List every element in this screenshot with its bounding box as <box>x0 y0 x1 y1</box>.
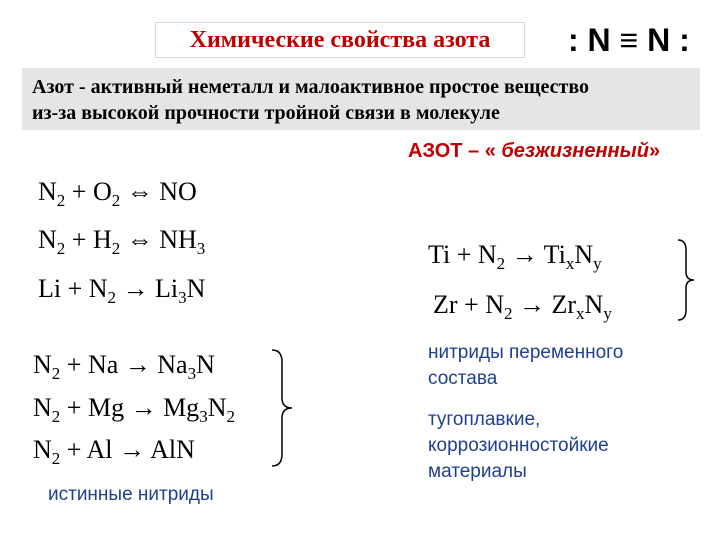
subscript: 2 <box>111 191 121 210</box>
reactant-text: N <box>33 435 52 464</box>
lifeless-prefix: АЗОТ – « <box>408 140 502 162</box>
subscript: 2 <box>51 364 61 383</box>
product-text: N <box>574 240 594 269</box>
reactant-text: + Na <box>60 350 119 379</box>
reaction-arrow-icon: → <box>124 393 164 422</box>
subscript: x <box>576 304 585 323</box>
note-line: материалы <box>428 461 527 482</box>
right-brace-icon <box>676 238 700 322</box>
reactant-text: Ti + N <box>428 240 497 269</box>
reactant-text: N <box>38 225 57 254</box>
lifeless-suffix: » <box>648 140 661 162</box>
product-text: NH <box>159 225 197 254</box>
reactant-text: N <box>33 350 52 379</box>
subscript: x <box>565 254 575 273</box>
reaction-ti-n2 <box>428 240 602 273</box>
subscript: y <box>603 304 612 323</box>
reactant-text: Zr + N <box>433 290 504 319</box>
reaction-arrow-icon: → <box>112 435 151 464</box>
reactant-text: N <box>38 177 57 206</box>
product-text: Li <box>155 274 179 303</box>
lifeless-caption <box>408 140 660 163</box>
reaction-arrow-icon: → <box>118 350 158 379</box>
true-nitrides-label: истинные нитриды <box>48 484 214 505</box>
subscript: 2 <box>51 449 61 468</box>
product-text: NO <box>159 177 197 206</box>
reactant-text: Li + N <box>38 274 108 303</box>
reactant-text: + Al <box>60 435 113 464</box>
subscript: 2 <box>51 407 61 426</box>
note-line: тугоплавкие, <box>428 409 541 430</box>
product-text: N <box>584 290 604 319</box>
product-text: Mg <box>163 393 200 422</box>
reactant-text: + Mg <box>60 393 125 422</box>
subscript: 2 <box>56 239 66 258</box>
reaction-arrow-icon: → <box>512 290 552 319</box>
product-text: Zr <box>551 290 577 319</box>
slide-title: Химические свойства азота <box>155 22 525 58</box>
subscript: 2 <box>503 304 513 323</box>
nitrogen-molecule-formula: : N ≡ N : <box>568 22 690 58</box>
subscript: 3 <box>187 364 197 383</box>
subscript: 3 <box>196 239 206 258</box>
reactant-text: N <box>33 393 52 422</box>
refractory-materials-note <box>428 407 609 485</box>
product-text: N <box>186 274 206 303</box>
subscript: 3 <box>178 288 187 307</box>
subscript: 3 <box>199 407 208 426</box>
note-line: коррозионностойкие <box>428 435 609 456</box>
intro-text-box <box>22 68 700 130</box>
product-text: Ti <box>543 240 566 269</box>
intro-line-1: Азот - активный неметалл и малоактивное простое вещество <box>32 76 589 98</box>
reaction-li-n2 <box>38 274 206 307</box>
reaction-n2-h2 <box>38 225 206 258</box>
reaction-n2-al <box>33 435 195 468</box>
reactant-text: + O <box>65 177 112 206</box>
reaction-n2-na <box>33 350 215 383</box>
note-line: состава <box>428 368 498 389</box>
subscript: 2 <box>111 239 121 258</box>
subscript: 2 <box>107 288 117 307</box>
right-brace-icon <box>268 348 298 468</box>
product-text: AlN <box>150 435 195 464</box>
subscript: 2 <box>496 254 506 273</box>
variable-nitrides-note <box>428 340 623 392</box>
reaction-arrow-icon: → <box>116 274 156 303</box>
equilibrium-arrow-icon: ⇔ <box>120 225 160 254</box>
lifeless-word: безжизненный <box>501 140 649 162</box>
product-text: N <box>196 350 215 379</box>
note-line: нитриды переменного <box>428 342 624 363</box>
reaction-zr-n2 <box>433 290 612 323</box>
subscript: 2 <box>56 191 66 210</box>
reaction-arrow-icon: → <box>505 240 544 269</box>
reaction-n2-mg <box>33 393 235 426</box>
reactant-text: + H <box>65 225 112 254</box>
product-text: N <box>207 393 227 422</box>
product-text: Na <box>157 350 188 379</box>
reaction-n2-o2 <box>38 177 197 210</box>
intro-line-2: из-за высокой прочности тройной связи в молекуле <box>32 102 500 124</box>
subscript: y <box>593 254 602 273</box>
subscript: 2 <box>226 407 235 426</box>
equilibrium-arrow-icon: ⇔ <box>120 177 160 206</box>
